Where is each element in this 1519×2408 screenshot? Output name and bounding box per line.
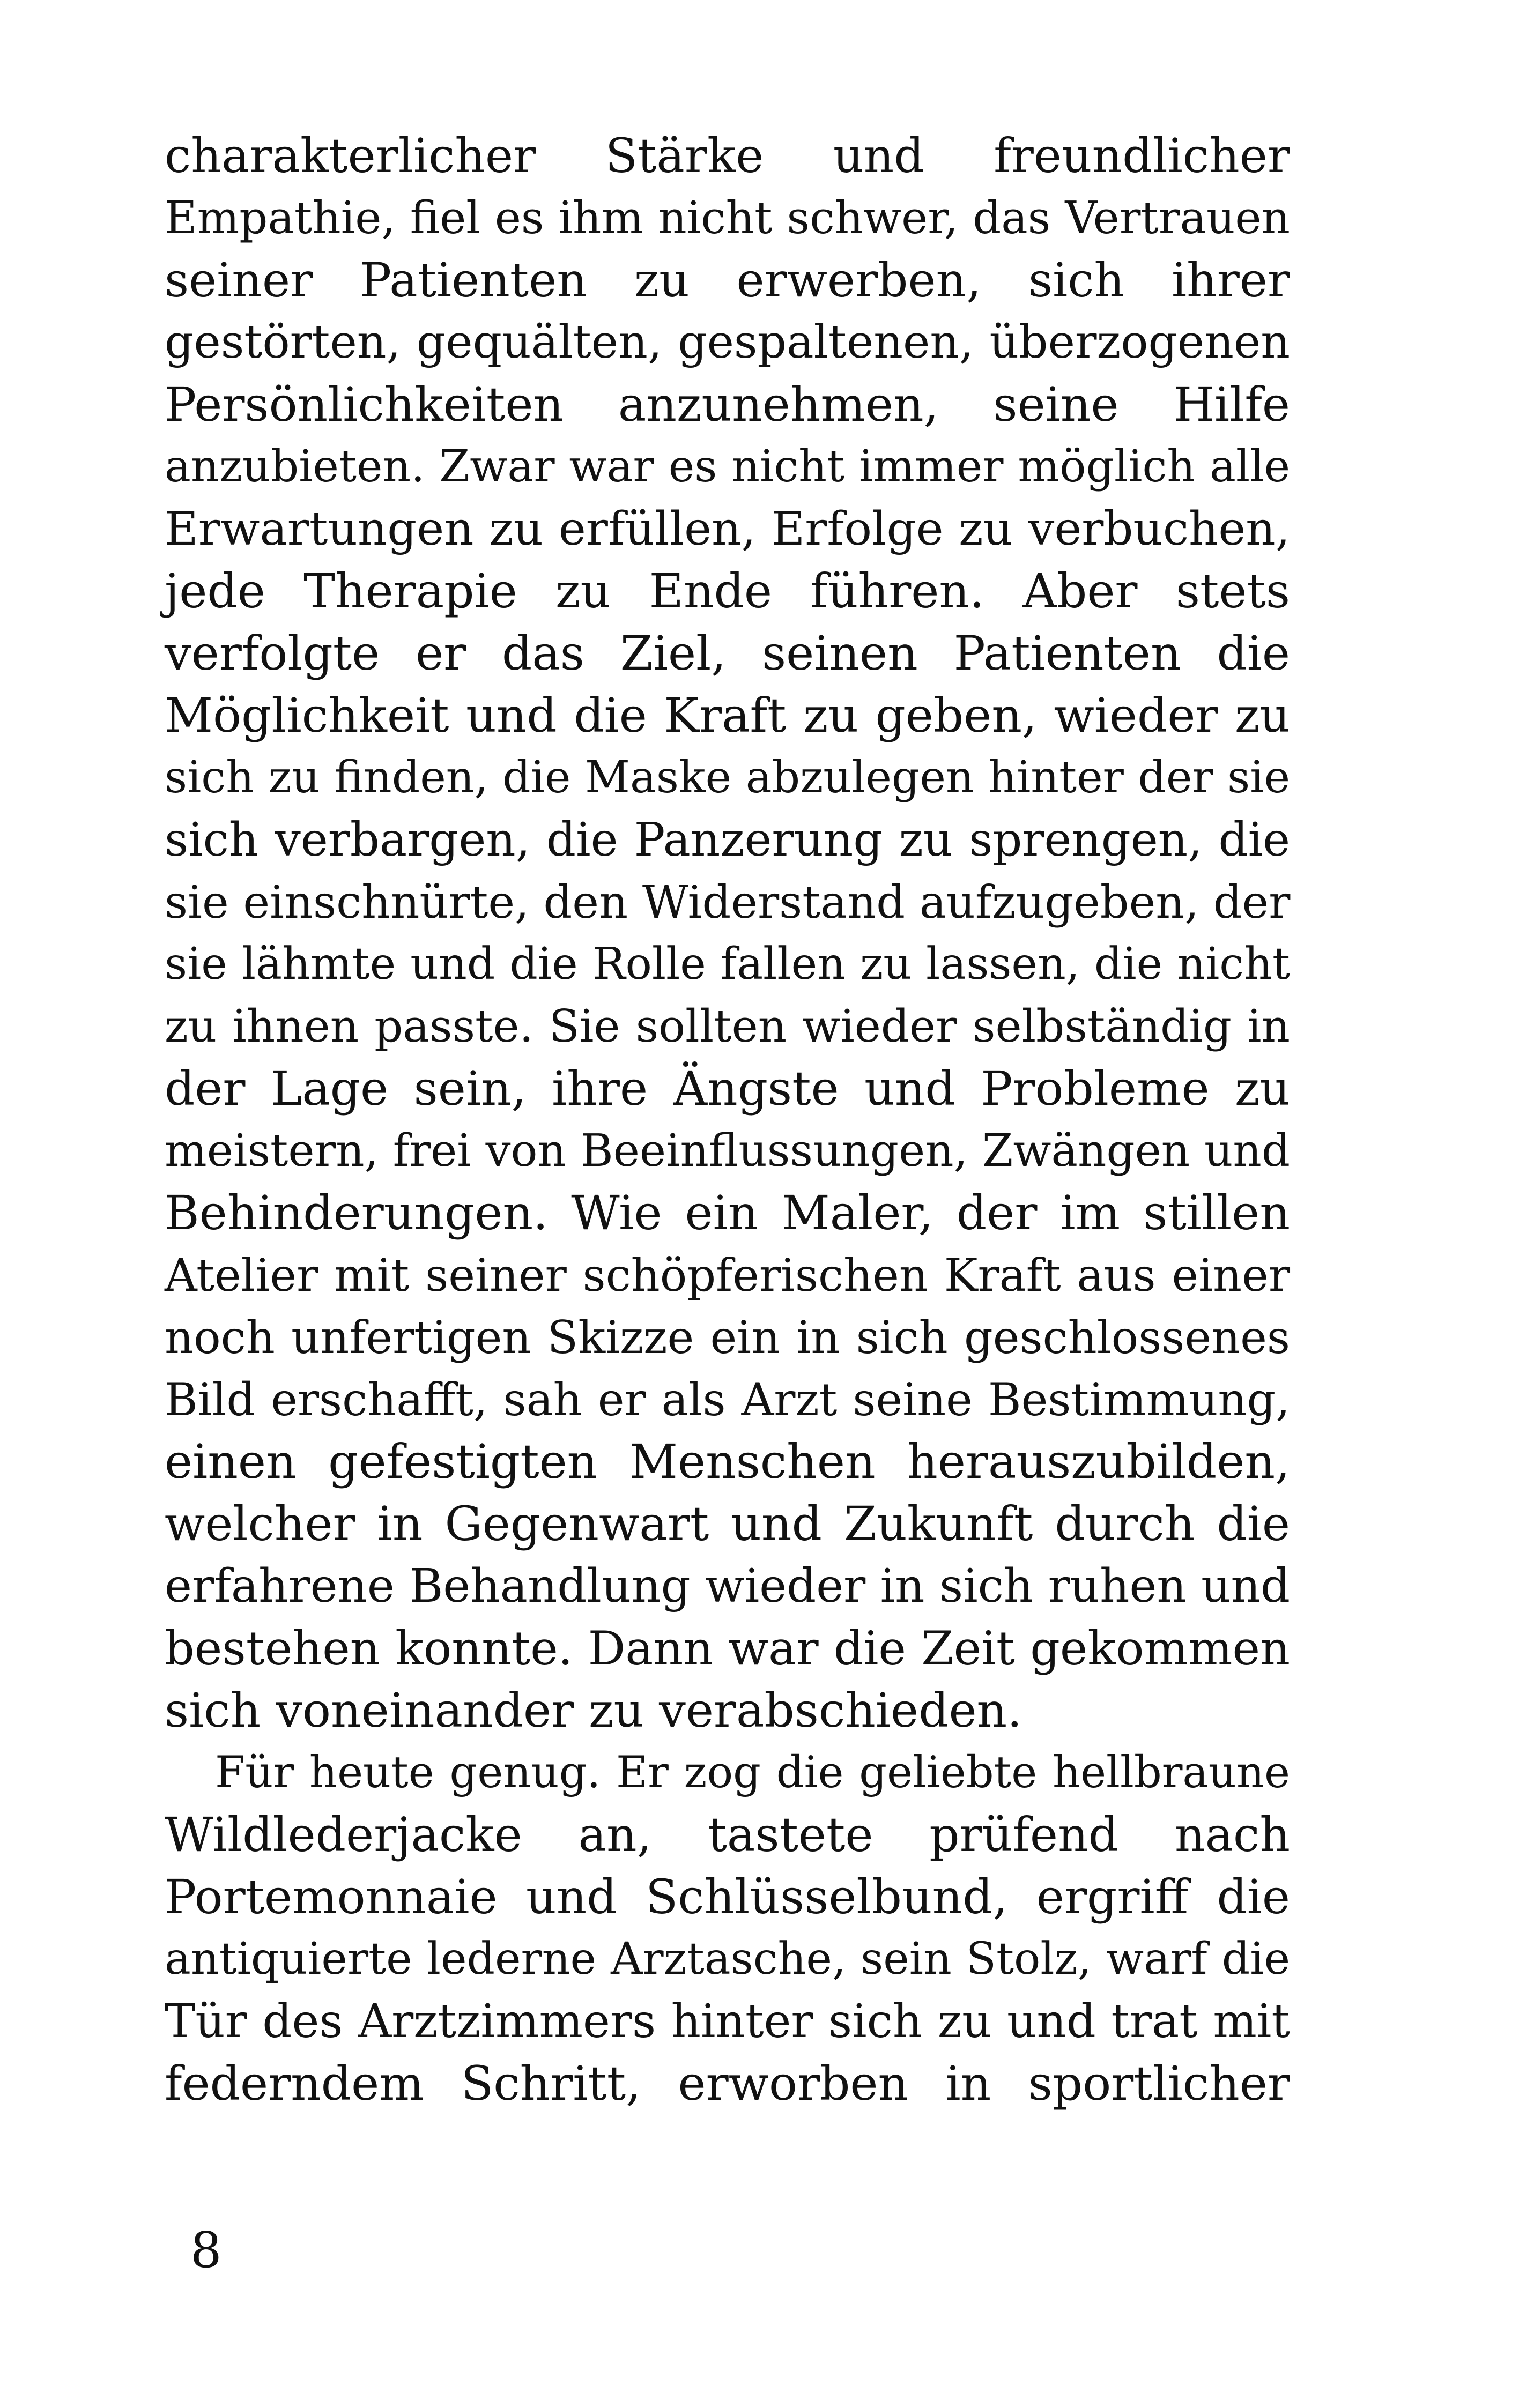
- text-line: noch unfertigen Skizze ein in sich geschlossenes: [165, 1311, 1290, 1364]
- text-line: gestörten, gequälten, gespaltenen, überzogenen: [165, 316, 1290, 369]
- text-line: sie einschnürte, den Widerstand aufzugeben, der: [165, 876, 1291, 928]
- page-number: 8: [190, 2221, 222, 2279]
- text-line: anzubieten. Zwar war es nicht immer möglich alle: [165, 441, 1290, 492]
- text-line: charakterlicher Stärke und freundlicher: [165, 128, 1290, 183]
- text-line: Behinderungen. Wie ein Maler, der im stillen: [165, 1185, 1290, 1240]
- text-line: seiner Patienten zu erwerben, sich ihrer: [165, 252, 1290, 308]
- text-line: Bild erschafft, sah er als Arzt seine Bestimmung,: [165, 1373, 1290, 1426]
- text-line: federndem Schritt, erworben in sportlicher: [165, 2056, 1290, 2111]
- text-line: Möglichkeit und die Kraft zu geben, wieder zu: [165, 688, 1290, 743]
- text-line: der Lage sein, ihre Ängste und Probleme zu: [165, 1061, 1290, 1116]
- text-line: Tür des Arztzimmers hinter sich zu und trat mit: [165, 1995, 1290, 2048]
- text-line: Portemonnaie und Schlüsselbund, ergriff die: [165, 1869, 1290, 1924]
- text-line: meistern, frei von Beeinflussungen, Zwängen und: [165, 1125, 1290, 1177]
- text-line: Erwartungen zu erfüllen, Erfolge zu verbuchen,: [165, 502, 1290, 556]
- text-line: bestehen konnte. Dann war die Zeit gekommen: [165, 1621, 1290, 1676]
- text-line: sich zu finden, die Maske abzulegen hinter der sie: [165, 752, 1290, 803]
- body-text: [165, 125, 1290, 2115]
- text-line: Empathie, fiel es ihm nicht schwer, das Vertrauen: [165, 192, 1290, 244]
- text-line: Für heute genug. Er zog die geliebte hellbraune: [215, 1748, 1290, 1798]
- text-line: zu ihnen passte. Sie sollten wieder selbständig in: [165, 1000, 1290, 1052]
- text-line: Atelier mit seiner schöpferischen Kraft aus einer: [165, 1249, 1290, 1302]
- text-line: welcher in Gegenwart und Zukunft durch die: [165, 1496, 1290, 1551]
- text-line: sie lähmte und die Rolle fallen zu lassen, die nicht: [165, 939, 1290, 990]
- text-line: einen gefestigten Menschen herauszubilden,: [165, 1434, 1290, 1489]
- text-line: sich voneinander zu verabschieden.: [165, 1683, 1022, 1738]
- text-line: Wildlederjacke an, tastete prüfend nach: [165, 1807, 1290, 1862]
- text-line: erfahrene Behandlung wieder in sich ruhen und: [165, 1559, 1290, 1613]
- text-line: jede Therapie zu Ende führen. Aber stets: [165, 563, 1290, 619]
- text-line: Persönlichkeiten anzunehmen, seine Hilfe: [165, 377, 1290, 432]
- text-line: verfolgte er das Ziel, seinen Patienten die: [165, 626, 1290, 681]
- text-line: antiquierte lederne Arztasche, sein Stolz, warf die: [165, 1934, 1290, 1985]
- text-line: sich verbargen, die Panzerung zu sprengen, die: [165, 813, 1290, 867]
